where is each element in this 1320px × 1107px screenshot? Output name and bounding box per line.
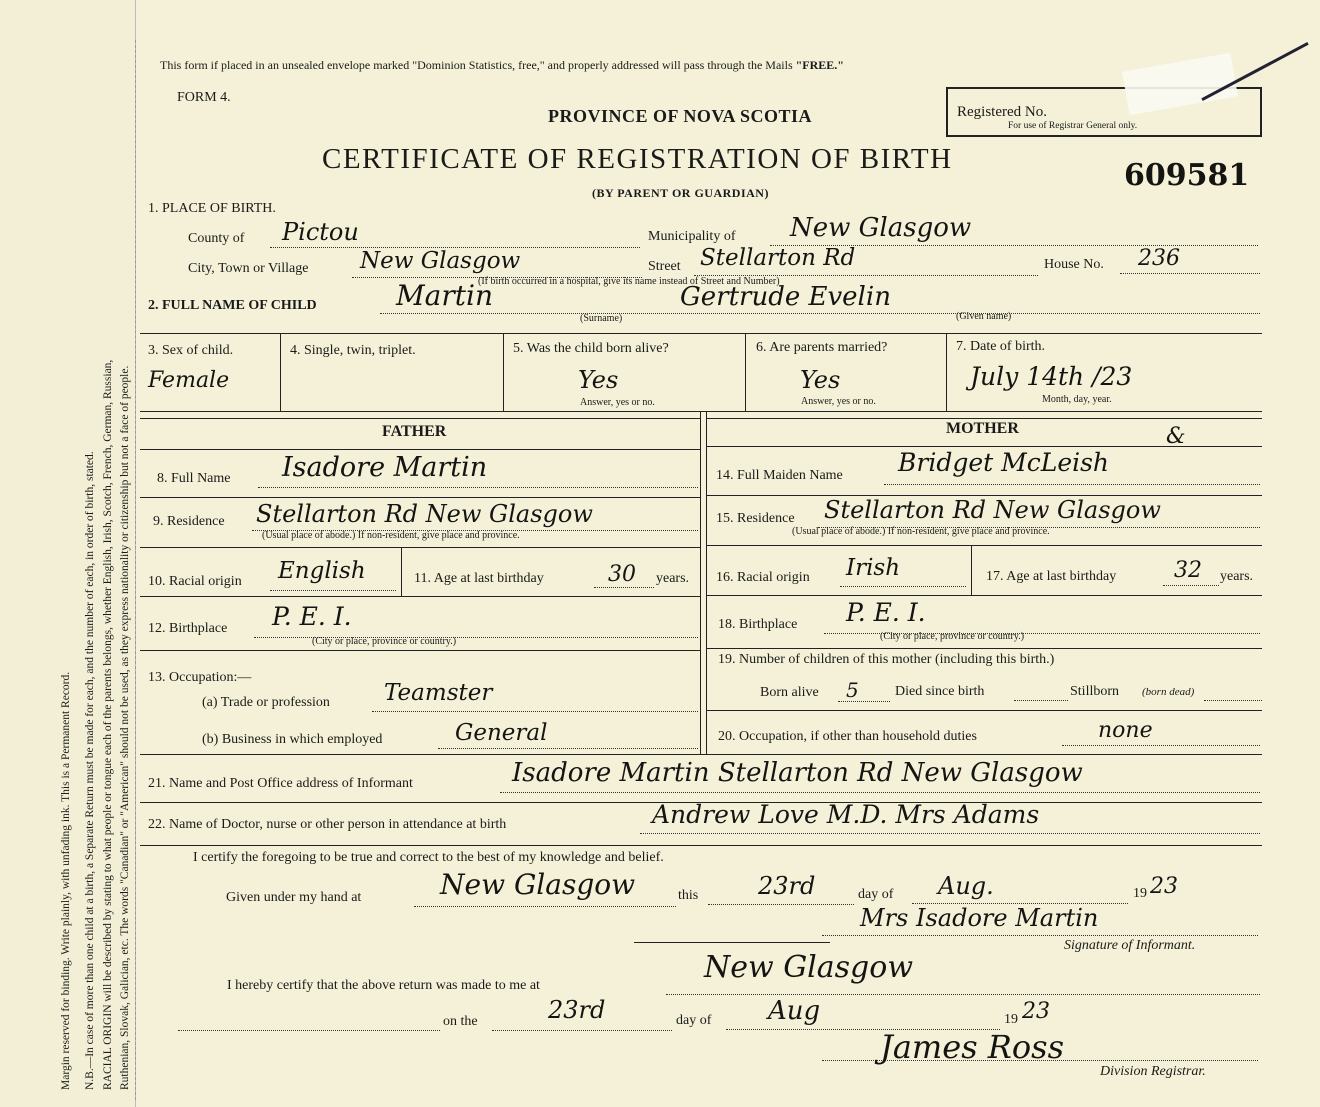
house-field[interactable]: 236 — [1138, 246, 1180, 271]
mail-notice: This form if placed in an unsealed envelope marked "Dominion Statistics, free," and properly addressed will pass through the Mails "FREE." — [160, 58, 844, 72]
father-name-label: 8. Full Name — [157, 471, 231, 486]
mother-residence-label: 15. Residence — [716, 511, 795, 526]
street-field[interactable]: Stellarton Rd — [700, 245, 856, 271]
mother-years-label: years. — [1220, 569, 1254, 584]
born-alive-count-field[interactable]: 5 — [846, 678, 859, 702]
registered-note: For use of Registrar General only. — [1008, 121, 1138, 131]
trade-label: (a) Trade or profession — [202, 695, 330, 710]
married-question: 6. Are parents married? — [756, 340, 888, 355]
page-subtitle: (BY PARENT OR GUARDIAN) — [592, 186, 769, 200]
father-birthplace-label: 12. Birthplace — [148, 621, 228, 636]
city-field[interactable]: New Glasgow — [360, 248, 521, 274]
mother-name-field[interactable]: Bridget McLeish — [898, 448, 1110, 477]
child-given-field[interactable]: Gertrude Evelin — [680, 282, 891, 312]
county-label: County of — [188, 231, 245, 246]
year-prefix: 19 — [1133, 886, 1147, 901]
sex-label: 3. Sex of child. — [148, 343, 234, 358]
given-day-field[interactable]: 23rd — [758, 872, 816, 900]
mother-name-extra: & — [1166, 424, 1186, 449]
given-place-field[interactable]: New Glasgow — [440, 868, 636, 901]
given-year-field[interactable]: 23 — [1150, 874, 1178, 899]
municipality-field[interactable]: New Glasgow — [790, 213, 972, 243]
margin-instructions-4: Ruthenian, Slovak, Galician, etc. The words "Canadian" or "American" should not be used, as they express nationality or citizenship but not a face of people. — [119, 365, 131, 1090]
father-birthplace-note: (City or place, province or country.) — [312, 636, 457, 647]
born-alive-field[interactable]: Yes — [578, 366, 619, 394]
registrar-line: I hereby certify that the above return was made to me at — [227, 978, 540, 993]
date-note: Month, day, year. — [1042, 394, 1112, 405]
stillborn-label: Stillborn — [1070, 684, 1120, 699]
doctor-field[interactable]: Andrew Love M.D. Mrs Adams — [652, 800, 1040, 829]
sex-field[interactable]: Female — [148, 368, 230, 393]
father-heading: FATHER — [382, 423, 447, 440]
mother-age-field[interactable]: 32 — [1174, 558, 1202, 583]
business-label: (b) Business in which employed — [202, 732, 383, 747]
house-label: House No. — [1044, 257, 1104, 272]
father-residence-label: 9. Residence — [153, 514, 225, 529]
registrar-day-field[interactable]: 23rd — [548, 996, 606, 1024]
province-heading: PROVINCE OF NOVA SCOTIA — [548, 106, 813, 126]
page-title: CERTIFICATE OF REGISTRATION OF BIRTH — [322, 143, 953, 175]
city-label: City, Town or Village — [188, 261, 309, 276]
father-name-field[interactable]: Isadore Martin — [282, 452, 488, 483]
place-of-birth-label: 1. PLACE OF BIRTH. — [148, 201, 276, 216]
registrar-month-field[interactable]: Aug — [768, 996, 821, 1026]
married-field[interactable]: Yes — [800, 366, 841, 394]
municipality-label: Municipality of — [648, 229, 736, 244]
registrar-place-field[interactable]: New Glasgow — [704, 950, 914, 985]
doctor-label: 22. Name of Doctor, nurse or other person in attendance at birth — [148, 817, 507, 832]
trade-field[interactable]: Teamster — [384, 680, 493, 706]
mother-residence-field[interactable]: Stellarton Rd New Glasgow — [824, 496, 1161, 524]
registered-number: 609581 — [1124, 158, 1250, 193]
father-racial-field[interactable]: English — [278, 558, 366, 584]
mother-racial-label: 16. Racial origin — [716, 570, 810, 585]
father-years-label: years. — [656, 571, 690, 586]
alive-note: Answer, yes or no. — [580, 397, 655, 408]
hospital-note: (If birth occurred in a hospital, give its name instead of Street and Number) — [478, 276, 780, 287]
father-residence-field[interactable]: Stellarton Rd New Glasgow — [256, 500, 593, 528]
registrar-caption: Division Registrar. — [1100, 1064, 1206, 1079]
born-alive-label: Born alive — [760, 685, 819, 700]
died-label: Died since birth — [895, 684, 985, 699]
margin-instructions-1: Margin reserved for binding. Write plainly, with unfading ink. This is a Permanent Record. — [60, 671, 72, 1090]
mother-birthplace-label: 18. Birthplace — [718, 617, 798, 632]
stillborn-note: (born dead) — [1142, 686, 1195, 698]
occupation-label: 13. Occupation:— — [148, 670, 252, 685]
street-label: Street — [648, 259, 681, 274]
mother-heading: MOTHER — [946, 420, 1019, 437]
day-of-label: day of — [858, 887, 894, 902]
mother-name-label: 14. Full Maiden Name — [716, 468, 843, 483]
mother-residence-note: (Usual place of abode.) If non-resident, give place and province. — [792, 526, 1050, 537]
registered-label: Registered No. — [957, 104, 1047, 120]
mother-racial-field[interactable]: Irish — [846, 555, 901, 581]
informant-signature-caption: Signature of Informant. — [1064, 938, 1196, 953]
father-age-label: 11. Age at last birthday — [414, 571, 544, 586]
given-month-field[interactable]: Aug. — [938, 872, 994, 900]
father-racial-label: 10. Racial origin — [148, 574, 242, 589]
this-label: this — [678, 888, 699, 903]
child-name-label: 2. FULL NAME OF CHILD — [148, 298, 317, 313]
born-alive-question: 5. Was the child born alive? — [513, 341, 669, 356]
informant-label: 21. Name and Post Office address of Informant — [148, 776, 413, 791]
certify-line: I certify the foregoing to be true and correct to the best of my knowledge and belief. — [193, 850, 664, 865]
margin-instructions-2: N.B.—In case of more than one child at a birth, a Separate Return must be made for each, and the number of each, in order of birth, stated. — [84, 451, 96, 1090]
county-field[interactable]: Pictou — [282, 218, 359, 246]
married-note: Answer, yes or no. — [801, 396, 876, 407]
on-the-label: on the — [443, 1014, 478, 1029]
given-note: (Given name) — [956, 311, 1012, 322]
business-field[interactable]: General — [455, 720, 548, 746]
date-of-birth-label: 7. Date of birth. — [956, 339, 1046, 354]
informant-field[interactable]: Isadore Martin Stellarton Rd New Glasgow — [512, 758, 1083, 788]
date-of-birth-field[interactable]: July 14th /23 — [970, 362, 1133, 391]
given-under-label: Given under my hand at — [226, 890, 362, 905]
informant-signature: Mrs Isadore Martin — [860, 904, 1099, 932]
registrar-signature: James Ross — [880, 1028, 1064, 1066]
mother-birthplace-field[interactable]: P. E. I. — [846, 598, 926, 627]
binding-line — [135, 40, 138, 1100]
margin-instructions-3: RACIAL ORIGIN will be described by stating to what people or tongue each of the parents belongs, whether English, Irish, Scotch, French, German, Russian, — [102, 359, 114, 1090]
surname-note: (Surname) — [580, 313, 623, 324]
registrar-year-field[interactable]: 23 — [1022, 999, 1050, 1024]
child-surname-field[interactable]: Martin — [396, 279, 493, 312]
form-number: FORM 4. — [177, 90, 231, 105]
plurality-label: 4. Single, twin, triplet. — [290, 343, 416, 358]
father-residence-note: (Usual place of abode.) If non-resident, give place and province. — [262, 530, 520, 541]
father-birthplace-field[interactable]: P. E. I. — [272, 602, 352, 631]
father-age-field[interactable]: 30 — [608, 562, 636, 587]
mother-occupation-field[interactable]: none — [1098, 718, 1153, 743]
registrar-day-of-label: day of — [676, 1013, 712, 1028]
registrar-year-prefix: 19 — [1004, 1012, 1018, 1027]
children-label: 19. Number of children of this mother (including this birth.) — [718, 652, 1055, 667]
mother-age-label: 17. Age at last birthday — [986, 569, 1117, 584]
mother-occupation-label: 20. Occupation, if other than household duties — [718, 729, 977, 744]
mother-birthplace-note: (City or place, province or country.) — [880, 631, 1025, 642]
